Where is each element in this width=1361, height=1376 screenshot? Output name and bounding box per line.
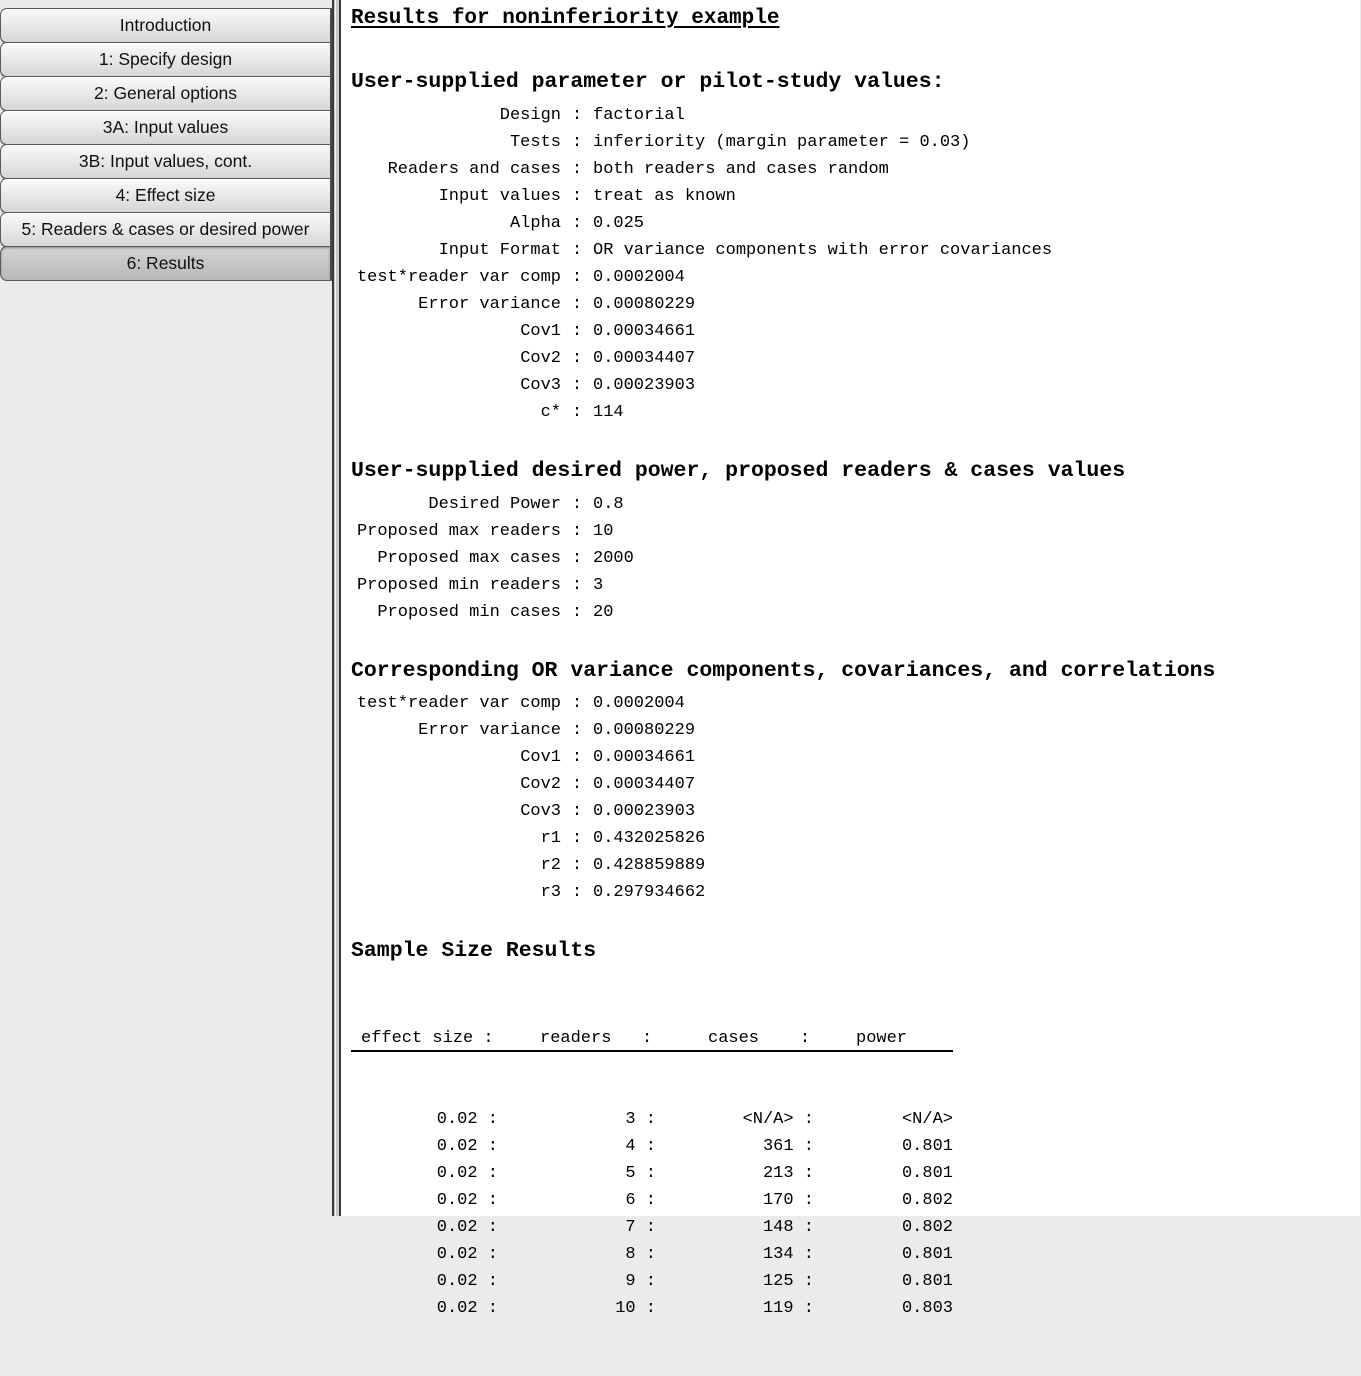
cell-value: 0.02 [436, 1191, 478, 1210]
result-separator: : [571, 856, 583, 875]
result-separator: : [571, 802, 583, 821]
cell-readers [498, 1295, 656, 1322]
result-label: Design [499, 106, 561, 125]
result-value: 0.00034407 [593, 775, 696, 794]
result-row [351, 210, 1351, 237]
col-power: power [856, 1029, 908, 1048]
cell-value: 0.801 [901, 1272, 953, 1291]
result-separator: : [571, 775, 583, 794]
result-separator: : [571, 160, 583, 179]
result-value: factorial [593, 106, 685, 125]
table-row [351, 1133, 953, 1160]
result-separator: : [571, 694, 583, 713]
result-value: OR variance components with error covariances [593, 241, 1053, 260]
result-label: Proposed min readers [356, 576, 561, 595]
cell-cases [656, 1295, 814, 1322]
result-row [351, 545, 1351, 572]
result-row [351, 798, 1351, 825]
result-value: 0.0002004 [593, 268, 685, 287]
cell-value: 0.02 [436, 1164, 478, 1183]
result-separator: : [571, 721, 583, 740]
cell-separator: : [645, 1245, 656, 1264]
result-label: Proposed min cases [377, 603, 561, 622]
result-label: c* [540, 403, 561, 422]
col-cases: cases : [708, 1029, 811, 1048]
cell-separator: : [803, 1110, 814, 1129]
table-row [351, 1160, 953, 1187]
result-value: 20 [593, 603, 614, 622]
cell-value: 0.02 [436, 1110, 478, 1129]
cell-value: 0.802 [901, 1191, 953, 1210]
cell-power [814, 1187, 953, 1214]
result-label: Cov2 [520, 775, 561, 794]
cell-value: 9 [625, 1272, 636, 1291]
sample-size-rows [351, 1106, 953, 1322]
result-value: 0.8 [593, 495, 624, 514]
cell-value: 8 [625, 1245, 636, 1264]
cell-cases [656, 1106, 814, 1133]
result-value: 0.0002004 [593, 694, 685, 713]
cell-readers [498, 1241, 656, 1268]
result-label: Error variance [418, 295, 561, 314]
result-label: test*reader var comp [356, 694, 561, 713]
result-value: 3 [593, 576, 604, 595]
result-separator: : [571, 522, 583, 541]
cell-separator: : [487, 1272, 498, 1291]
cell-separator: : [645, 1299, 656, 1318]
result-row [351, 690, 1351, 717]
cell-value: <N/A> [901, 1110, 953, 1129]
cell-value: 0.801 [901, 1137, 953, 1156]
col-effect-size: effect size : [361, 1029, 494, 1048]
cell-value: 6 [625, 1191, 636, 1210]
cell-separator: : [803, 1218, 814, 1237]
cell-cases [656, 1133, 814, 1160]
result-label: Tests [509, 133, 561, 152]
cell-value: 5 [625, 1164, 636, 1183]
cell-effect-size [351, 1160, 498, 1187]
result-separator: : [571, 214, 583, 233]
cell-separator: : [803, 1272, 814, 1291]
cell-value: 0.02 [436, 1245, 478, 1264]
result-separator: : [571, 883, 583, 902]
result-value: 0.00080229 [593, 721, 696, 740]
cell-separator: : [487, 1218, 498, 1237]
cell-effect-size [351, 1133, 498, 1160]
cell-value: 10 [615, 1299, 636, 1318]
cell-cases [656, 1268, 814, 1295]
table-row [351, 1214, 953, 1241]
result-row [351, 572, 1351, 599]
result-value: both readers and cases random [593, 160, 889, 179]
table-row [351, 1241, 953, 1268]
cell-value: 0.802 [901, 1218, 953, 1237]
cell-value: 0.801 [901, 1164, 953, 1183]
user-params-list [351, 102, 1351, 426]
result-separator: : [571, 349, 583, 368]
result-separator: : [571, 376, 583, 395]
cell-separator: : [803, 1191, 814, 1210]
result-label: Desired Power [428, 495, 561, 514]
or-components-list [351, 690, 1351, 906]
cell-value: 0.02 [436, 1272, 478, 1291]
result-separator: : [571, 106, 583, 125]
result-label: Error variance [418, 721, 561, 740]
result-separator: : [571, 748, 583, 767]
tab-effect-size[interactable]: 4: Effect size [0, 178, 332, 213]
result-value: 0.00034661 [593, 322, 696, 341]
cell-readers [498, 1187, 656, 1214]
result-value: 0.00034407 [593, 349, 696, 368]
result-value: 0.025 [593, 214, 645, 233]
results-panel[interactable] [341, 0, 1360, 1318]
cell-value: 4 [625, 1137, 636, 1156]
col-readers: readers : [540, 1029, 653, 1048]
cell-value: 213 [762, 1164, 794, 1183]
result-row [351, 744, 1351, 771]
result-row [351, 183, 1351, 210]
result-value: treat as known [593, 187, 736, 206]
result-separator: : [571, 576, 583, 595]
cell-readers [498, 1133, 656, 1160]
result-separator: : [571, 241, 583, 260]
result-label: Readers and cases [387, 160, 561, 179]
result-row [351, 599, 1351, 626]
cell-effect-size [351, 1214, 498, 1241]
result-label: Alpha [509, 214, 561, 233]
cell-value: 0.02 [436, 1299, 478, 1318]
cell-separator: : [645, 1272, 656, 1291]
result-row [351, 345, 1351, 372]
result-separator: : [571, 187, 583, 206]
cell-power [814, 1295, 953, 1322]
result-row [351, 825, 1351, 852]
result-separator: : [571, 549, 583, 568]
tab-results[interactable]: 6: Results [0, 246, 332, 281]
cell-separator: : [487, 1299, 498, 1318]
result-value: 0.428859889 [593, 856, 706, 875]
cell-value: 0.803 [901, 1299, 953, 1318]
or-components-heading: Corresponding OR variance components, covariances, and correlations [351, 659, 1216, 683]
result-label: Proposed max readers [356, 522, 561, 541]
result-row [351, 879, 1351, 906]
result-value: 10 [593, 522, 614, 541]
result-value: 0.00034661 [593, 748, 696, 767]
cell-effect-size [351, 1295, 498, 1322]
cell-separator: : [803, 1164, 814, 1183]
cell-separator: : [645, 1137, 656, 1156]
result-label: Cov2 [520, 349, 561, 368]
cell-effect-size [351, 1187, 498, 1214]
cell-cases [656, 1160, 814, 1187]
cell-value: 134 [762, 1245, 794, 1264]
sample-size-table [351, 974, 953, 1376]
tab-input-values-cont[interactable]: 3B: Input values, cont. [0, 144, 332, 179]
cell-value: 125 [762, 1272, 794, 1291]
result-value: 0.00023903 [593, 802, 696, 821]
result-row [351, 156, 1351, 183]
cell-value: 3 [625, 1110, 636, 1129]
result-label: test*reader var comp [356, 268, 561, 287]
result-row [351, 491, 1351, 518]
power-params-heading: User-supplied desired power, proposed readers & cases values [351, 459, 1126, 483]
result-separator: : [571, 322, 583, 341]
result-label: Input values [438, 187, 561, 206]
result-value: 0.432025826 [593, 829, 706, 848]
result-separator: : [571, 295, 583, 314]
table-row [351, 1106, 953, 1133]
tab-input-values[interactable]: 3A: Input values [0, 110, 332, 145]
cell-readers [498, 1268, 656, 1295]
result-value: 0.00080229 [593, 295, 696, 314]
panel-divider[interactable] [332, 0, 341, 1216]
result-label: Cov1 [520, 322, 561, 341]
cell-power [814, 1106, 953, 1133]
result-row [351, 852, 1351, 879]
cell-value: 0.801 [901, 1245, 953, 1264]
result-separator: : [571, 829, 583, 848]
result-row [351, 129, 1351, 156]
tab-introduction[interactable]: Introduction [0, 8, 332, 43]
result-row [351, 318, 1351, 345]
result-label: Proposed max cases [377, 549, 561, 568]
sample-size-header [351, 1028, 953, 1052]
result-row [351, 102, 1351, 129]
result-label: Cov1 [520, 748, 561, 767]
cell-effect-size [351, 1106, 498, 1133]
tab-specify-design[interactable]: 1: Specify design [0, 42, 332, 77]
tab-general-options[interactable]: 2: General options [0, 76, 332, 111]
result-value: 2000 [593, 549, 634, 568]
cell-value: 170 [762, 1191, 794, 1210]
cell-value: 0.02 [436, 1218, 478, 1237]
result-value: inferiority (margin parameter = 0.03) [593, 133, 971, 152]
cell-effect-size [351, 1241, 498, 1268]
cell-power [814, 1268, 953, 1295]
result-label: Cov3 [520, 802, 561, 821]
result-label: Cov3 [520, 376, 561, 395]
result-label: r1 [540, 829, 561, 848]
result-row [351, 237, 1351, 264]
result-separator: : [571, 603, 583, 622]
cell-separator: : [645, 1191, 656, 1210]
result-value: 0.00023903 [593, 376, 696, 395]
cell-readers [498, 1106, 656, 1133]
result-row [351, 771, 1351, 798]
table-row [351, 1295, 953, 1322]
cell-separator: : [487, 1245, 498, 1264]
result-row [351, 717, 1351, 744]
table-row [351, 1268, 953, 1295]
result-row [351, 518, 1351, 545]
cell-separator: : [645, 1110, 656, 1129]
result-value: 0.297934662 [593, 883, 706, 902]
result-separator: : [571, 495, 583, 514]
result-separator: : [571, 133, 583, 152]
result-row [351, 372, 1351, 399]
result-label: Input Format [438, 241, 561, 260]
cell-cases [656, 1241, 814, 1268]
cell-separator: : [487, 1110, 498, 1129]
tab-list [0, 0, 332, 281]
result-row [351, 264, 1351, 291]
cell-value: 148 [762, 1218, 794, 1237]
cell-separator: : [803, 1299, 814, 1318]
result-label: r2 [540, 856, 561, 875]
result-row [351, 291, 1351, 318]
cell-separator: : [645, 1218, 656, 1237]
cell-power [814, 1214, 953, 1241]
cell-readers [498, 1214, 656, 1241]
cell-cases [656, 1187, 814, 1214]
result-value: 114 [593, 403, 624, 422]
result-separator: : [571, 403, 583, 422]
results-title: Results for noninferiority example [351, 7, 780, 30]
cell-cases [656, 1214, 814, 1241]
cell-separator: : [487, 1164, 498, 1183]
table-row [351, 1187, 953, 1214]
result-separator: : [571, 268, 583, 287]
cell-value: 119 [762, 1299, 794, 1318]
result-row [351, 399, 1351, 426]
tab-sidebar [0, 0, 332, 1216]
cell-power [814, 1160, 953, 1187]
user-params-heading: User-supplied parameter or pilot-study values: [351, 70, 945, 94]
cell-separator: : [803, 1137, 814, 1156]
cell-value: 0.02 [436, 1137, 478, 1156]
cell-readers [498, 1160, 656, 1187]
cell-separator: : [645, 1164, 656, 1183]
cell-separator: : [487, 1191, 498, 1210]
cell-value: 7 [625, 1218, 636, 1237]
tab-readers-cases-power[interactable]: 5: Readers & cases or desired power [0, 212, 332, 247]
cell-value: <N/A> [742, 1110, 794, 1129]
cell-power [814, 1241, 953, 1268]
sample-size-heading: Sample Size Results [351, 939, 597, 963]
cell-power [814, 1133, 953, 1160]
result-label: r3 [540, 883, 561, 902]
cell-separator: : [487, 1137, 498, 1156]
cell-effect-size [351, 1268, 498, 1295]
cell-separator: : [803, 1245, 814, 1264]
cell-value: 361 [762, 1137, 794, 1156]
power-params-list [351, 491, 1351, 626]
